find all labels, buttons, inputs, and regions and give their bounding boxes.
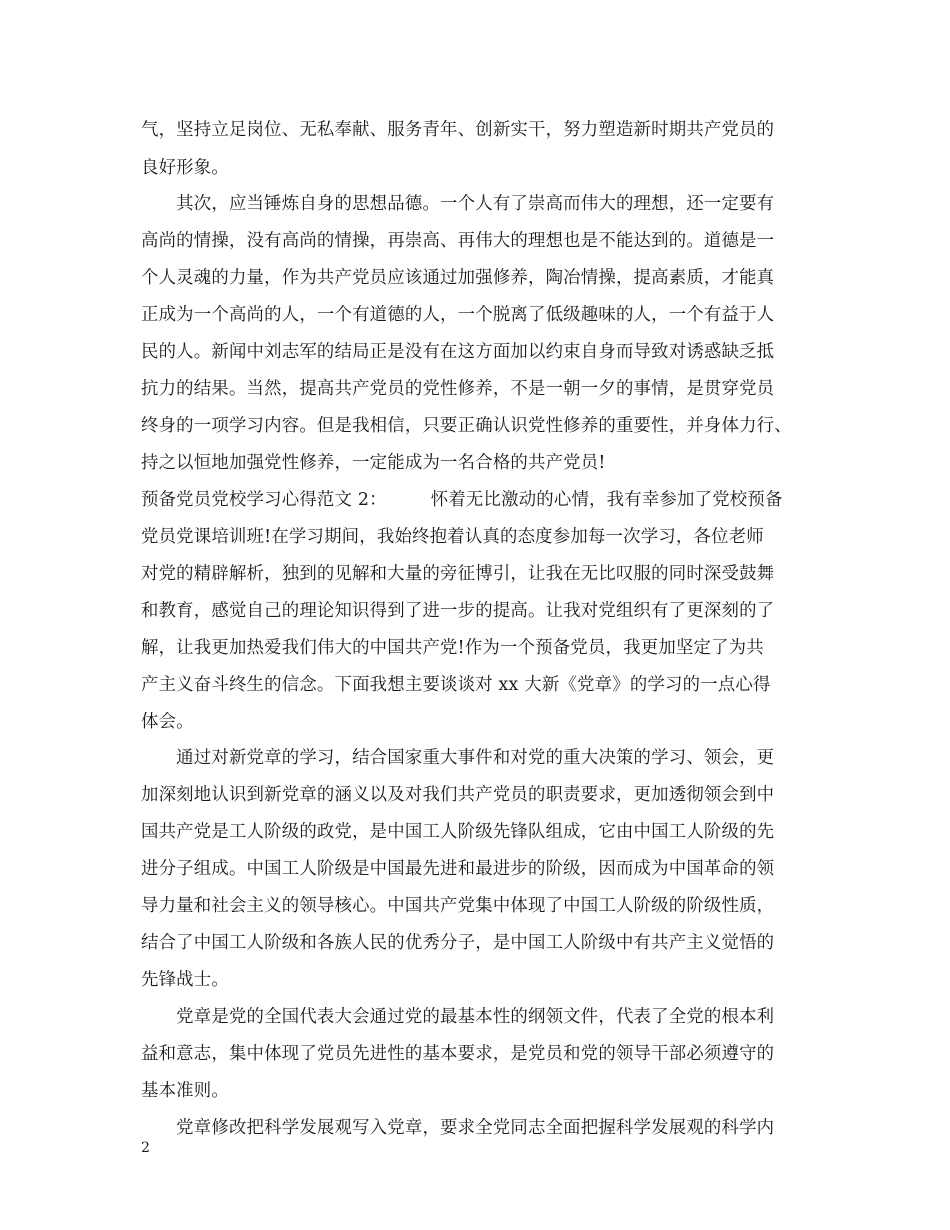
text-line: 国共产党是工人阶级的政党，是中国工人阶级先锋队组成，它由中国工人阶级的先	[141, 822, 775, 842]
text-line: 持之以恒地加强党性修养，一定能成为一名合格的共产党员!	[141, 453, 606, 473]
text-line: 良好形象。	[141, 158, 229, 178]
page-number: 2	[141, 1140, 150, 1156]
text-line: 体会。	[141, 712, 194, 732]
text-line: 终身的一项学习内容。但是我相信，只要正确认识党性修养的重要性，并身体力行、	[141, 416, 792, 436]
text-line: 基本准则。	[141, 1081, 229, 1101]
text-line: 党员党课培训班!在学习期间，我始终抱着认真的态度参加每一次学习，各位老师	[141, 527, 764, 547]
text-line: 对党的精辟解析，独到的见解和大量的旁征博引，让我在无比叹服的同时深受鼓舞	[141, 564, 775, 584]
text-line: 益和意志，集中体现了党员先进性的基本要求，是党员和党的领导干部必须遵守的	[141, 1044, 775, 1064]
text-line: 进分子组成。中国工人阶级是中国最先进和最进步的阶级，因而成为中国革命的领	[141, 859, 775, 879]
text-line: 正成为一个高尚的人，一个有道德的人，一个脱离了低级趣味的人，一个有益于人	[141, 305, 775, 325]
text-line: 个人灵魂的力量，作为共产党员应该通过加强修养，陶冶情操，提高素质，才能真	[141, 268, 775, 288]
text-line: 民的人。新闻中刘志军的结局正是没有在这方面加以约束自身而导致对诱惑缺乏抵	[141, 342, 775, 362]
text-line: 气，坚持立足岗位、无私奉献、服务青年、创新实干，努力塑造新时期共产党员的	[141, 120, 775, 140]
text-line: 和教育，感觉自己的理论知识得到了进一步的提高。让我对党组织有了更深刻的了	[141, 601, 775, 621]
text-line: 先锋战士。	[141, 970, 229, 990]
text-line: 高尚的情操，没有高尚的情操，再崇高、再伟大的理想也是不能达到的。道德是一	[141, 231, 775, 251]
text-line: 导力量和社会主义的领导核心。中国共产党集中体现了中国工人阶级的阶级性质，	[141, 896, 775, 916]
text-line: 抗力的结果。当然，提高共产党员的党性修养，不是一朝一夕的事情，是贯穿党员	[141, 379, 775, 399]
text-line: 产主义奋斗终生的信念。下面我想主要谈谈对 xx 大新《党章》的学习的一点心得	[141, 675, 771, 695]
text-line: 党章修改把科学发展观写入党章，要求全党同志全面把握科学发展观的科学内	[141, 1118, 775, 1138]
text-line: 解，让我更加热爱我们伟大的中国共产党!作为一个预备党员，我更加坚定了为共	[141, 638, 764, 658]
text-line: 党章是党的全国代表大会通过党的最基本性的纲领文件，代表了全党的根本利	[141, 1007, 775, 1027]
text-line: 加深刻地认识到新党章的涵义以及对我们共产党员的职责要求，更加透彻领会到中	[141, 785, 775, 805]
text-line: 其次，应当锤炼自身的思想品德。一个人有了崇高而伟大的理想，还一定要有	[141, 194, 775, 214]
text-line: 通过对新党章的学习，结合国家重大事件和对党的重大决策的学习、领会，更	[141, 748, 775, 768]
text-line: 预备党员党校学习心得范文 2： 怀着无比激动的心情，我有幸参加了党校预备	[141, 490, 783, 510]
text-line: 结合了中国工人阶级和各族人民的优秀分子，是中国工人阶级中有共产主义觉悟的	[141, 933, 775, 953]
